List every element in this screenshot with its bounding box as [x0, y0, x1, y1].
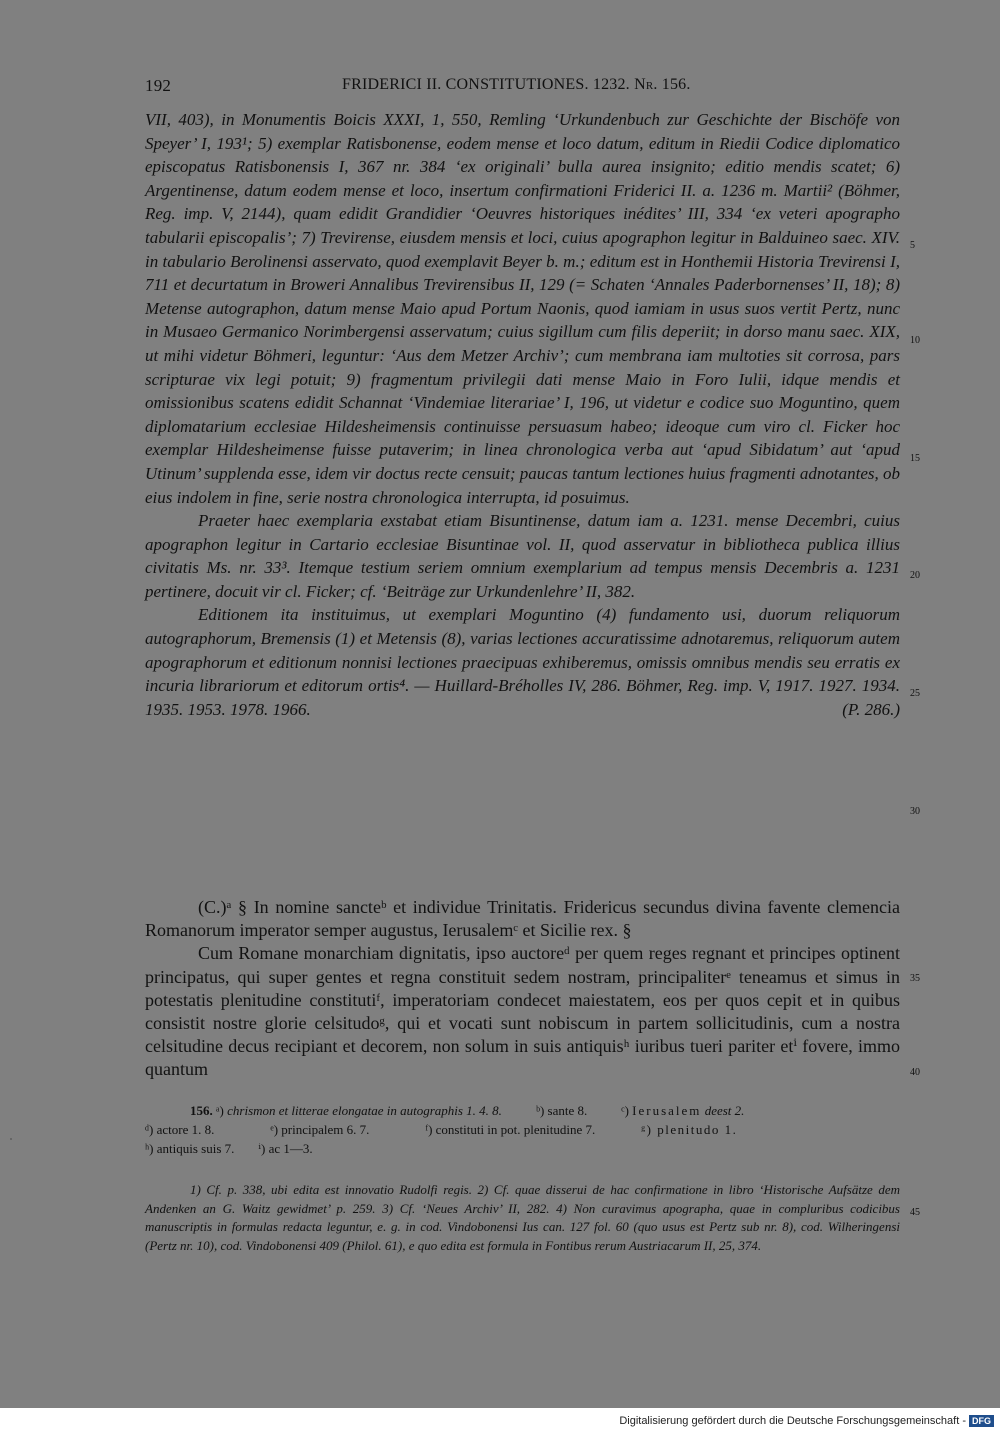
- line-number: 20: [910, 570, 920, 581]
- footnote-text: 1) Cf. p. 338, ubi edita est innovatio Rudolfi regis. 2) Cf. quae disserui de hac confirmatione in libro ‘Historische Aufsätze dem Andenken an G. Waitz gewidmet’ p. 259. 3) Cf. ‘Neues Archiv’ II, 282. 4) Non curavimus apographa, quae in compluribus codicibus manuscriptis in formulas redacta leguntur, e. g. in cod. Vindobonensi Ius can. 127 fol. 60 (quo usus est Pertz sub nr. 8), cod. Wilheringensi (Pertz nr. 10), cod. Vindobonensi 409 (Philol. 61), e quo edita est formula in Fontibus rerum Austriacarum II, 25, 374.: [145, 1182, 900, 1253]
- note-word: Ierusalem: [632, 1103, 702, 1118]
- variant-notes-row: [145, 1101, 900, 1120]
- credit-text: Digitalisierung gefördert durch die Deutsche Forschungsgemeinschaft -: [619, 1415, 966, 1427]
- running-title: FRIDERICI II. CONSTITUTIONES. 1232. Nr. 156.: [342, 76, 691, 93]
- dfg-logo-icon: DFG: [969, 1415, 994, 1427]
- variant-note: ⁱ) ac 1—3.: [258, 1141, 313, 1156]
- line-number: 15: [910, 453, 920, 464]
- intro-paragraph: [145, 603, 900, 721]
- line-number: 35: [910, 973, 920, 984]
- charter-paragraph: (C.)ᵃ § In nomine sancteᵇ et individue Trinitatis. Fridericus secundus divina favente clemencia Romanorum imperator semper augustus, Ierusalemᶜ et Sicilie rex. §: [145, 897, 900, 941]
- variant-note: ʰ) antiquis suis 7.: [145, 1141, 235, 1156]
- variant-notes-row: [145, 1120, 900, 1139]
- variant-notes-row: [145, 1139, 900, 1158]
- variant-note: ᵇ) sante 8.: [535, 1103, 588, 1118]
- intro-paragraph: Praeter haec exemplaria exstabat etiam Bisuntinense, datum iam a. 1231. mense Decembri, cuius apographon legitur in Cartario ecclesiae Bisuntinae vol. II, quod asservatur in bibliotheca publica illius civitatis Ms. nr. 33³. Itemque testium seriem omnium exemplarium ad tempus mensis Decembris a. 1231 pertinere, docuit vir cl. Ficker; cf. ‘Beiträge zur Urkundenlehre’ II, 382.: [145, 511, 900, 601]
- variant-note: [621, 1103, 744, 1118]
- charter-paragraph: Cum Romane monarchiam dignitatis, ipso auctoreᵈ per quem reges regnant et principes optinent principatus, qui super gentes et regna constituit sedem nostram, principaliterᵉ teneamus et simus in potestatis plenitudine constitutiᶠ, imperatoriam condecet maiestatem, eos per quos cepit et in quibus consistit nostre glorie celsitudoᵍ, qui et vocati sunt nobiscum in partem sollicitudinis, cum a nostra celsitudine decus recipiant et decorem, non solum in suis antiquisʰ iuribus tueri pariter etⁱ fovere, immo quantum: [145, 943, 900, 1080]
- variant-note: ᵍ) plenitudo 1.: [641, 1122, 738, 1137]
- note-text: chrismon et litterae elongatae in autographis 1. 4. 8.: [227, 1103, 502, 1118]
- line-number: 30: [910, 806, 920, 817]
- intro-paragraph-text: Editionem ita instituimus, ut exemplari Moguntino (4) fundamento usi, duorum reliquorum autographorum, Bremensis (1) et Metensis (8), varias lectiones accuratissime adnotaremus, reliquorum autem apographorum et editionum nonnisi lectiones praecipuas exhiberemus, omissis omnibus mendis seu erratis ex incuria librariorum et editorum ortis⁴. — Huillard-Bréholles IV, 286. Böhmer, Reg. imp. V, 1917. 1927. 1934. 1935. 1953. 1978. 1966.: [145, 605, 900, 719]
- page-number: 192: [145, 76, 172, 95]
- scan-speck: [10, 1138, 12, 1140]
- funding-credit: [619, 1415, 994, 1427]
- variant-note: ᵈ) actore 1. 8.: [145, 1122, 215, 1137]
- note-mark: ᵃ): [216, 1103, 224, 1118]
- edition-signature: (P. 286.): [842, 699, 900, 719]
- variant-note: [216, 1101, 502, 1120]
- intro-paragraph: VII, 403), in Monumentis Boicis XXXI, 1, 550, Remling ‘Urkundenbuch zur Geschichte der Bischöfe von Speyer’ I, 193¹; 5) exemplar Ratisbonense, eodem mense et loco datum, editum in Riedii Codice diplomatico episcopatus Ratisbonensis I, 367 nr. 384 ‘ex originali’ bulla aurea insignito; editio mendis scatet; 6) Argentinense, datum eodem mense et loco, insertum confirmationi Friderici II. a. 1236 m. Martii² (Böhmer, Reg. imp. V, 2144), quam edidit Grandidier ‘Oeuvres historiques inédites’ III, 334 ‘ex veteri apographo tabularii episcopalis’; 7) Trevirense, eiusdem mensis et loci, cuius apographon legitur in Balduineo saec. XIV. in tabulario Berolinensi asservato, quod exemplavit Beyer b. m.; editum est in Honthemii Historia Trevirensi I, 711 et decurtatum in Broweri Annalibus Trevirensibus II, 129 (= Schaten ‘Annales Paderbornenses’ II, 18); 8) Metense autographon, datum mense Maio apud Portum Naonis, quod iamiam in usus suos vertit Pertz, nunc in Musaeo Germanico Norimbergensi asservatum; cuius sigillum cum filis deperiit; in dorso manu saec. XIX, ut mihi videtur Böhmeri, leguntur: ‘Aus dem Metzer Archiv’; cum membrana iam multoties sit corrosa, pars scripturae vix legi potuit; 9) fragmentum privilegii dati mense Maio in Foro Iulii, idque mendis et omissionibus scatens edidit Schannat ‘Vindemiae literariae’ I, 196, ut videtur e codice suo Moguntino, quem diplomatarium ecclesiae Hildesheimensis continuisse persuasum habeo; ideoque cum viro cl. Ficker hoc exemplar Hildesheimense fuisse putaverim; in linea chronologica verba aut ‘apud Sibidatum’ aut ‘apud Utinum’ supplenda esse, idem vir doctus recte censuit; paucas tantum lectiones huius fragmenti adnotantes, ob eius indolem in fine, serie nostra chronologica interrupta, id posuimus.: [145, 110, 900, 507]
- variant-note: ᵉ) principalem 6. 7.: [270, 1122, 370, 1137]
- variant-notes: [145, 1101, 900, 1158]
- introduction: [145, 108, 900, 721]
- footnotes: [145, 1181, 900, 1255]
- line-number: 10: [910, 335, 920, 346]
- line-number: 45: [910, 1207, 920, 1218]
- page-header: [145, 76, 900, 98]
- note-mark: ᶜ): [621, 1103, 629, 1118]
- line-number: 5: [910, 240, 915, 251]
- line-number: 25: [910, 688, 920, 699]
- line-numbers: [910, 0, 940, 1433]
- charter-text: [145, 896, 900, 1082]
- variant-note: ᶠ) constituti in pot. plenitudine 7.: [425, 1122, 596, 1137]
- note-text: deest 2.: [704, 1103, 745, 1118]
- document-number: 156.: [190, 1103, 213, 1118]
- line-number: 40: [910, 1067, 920, 1078]
